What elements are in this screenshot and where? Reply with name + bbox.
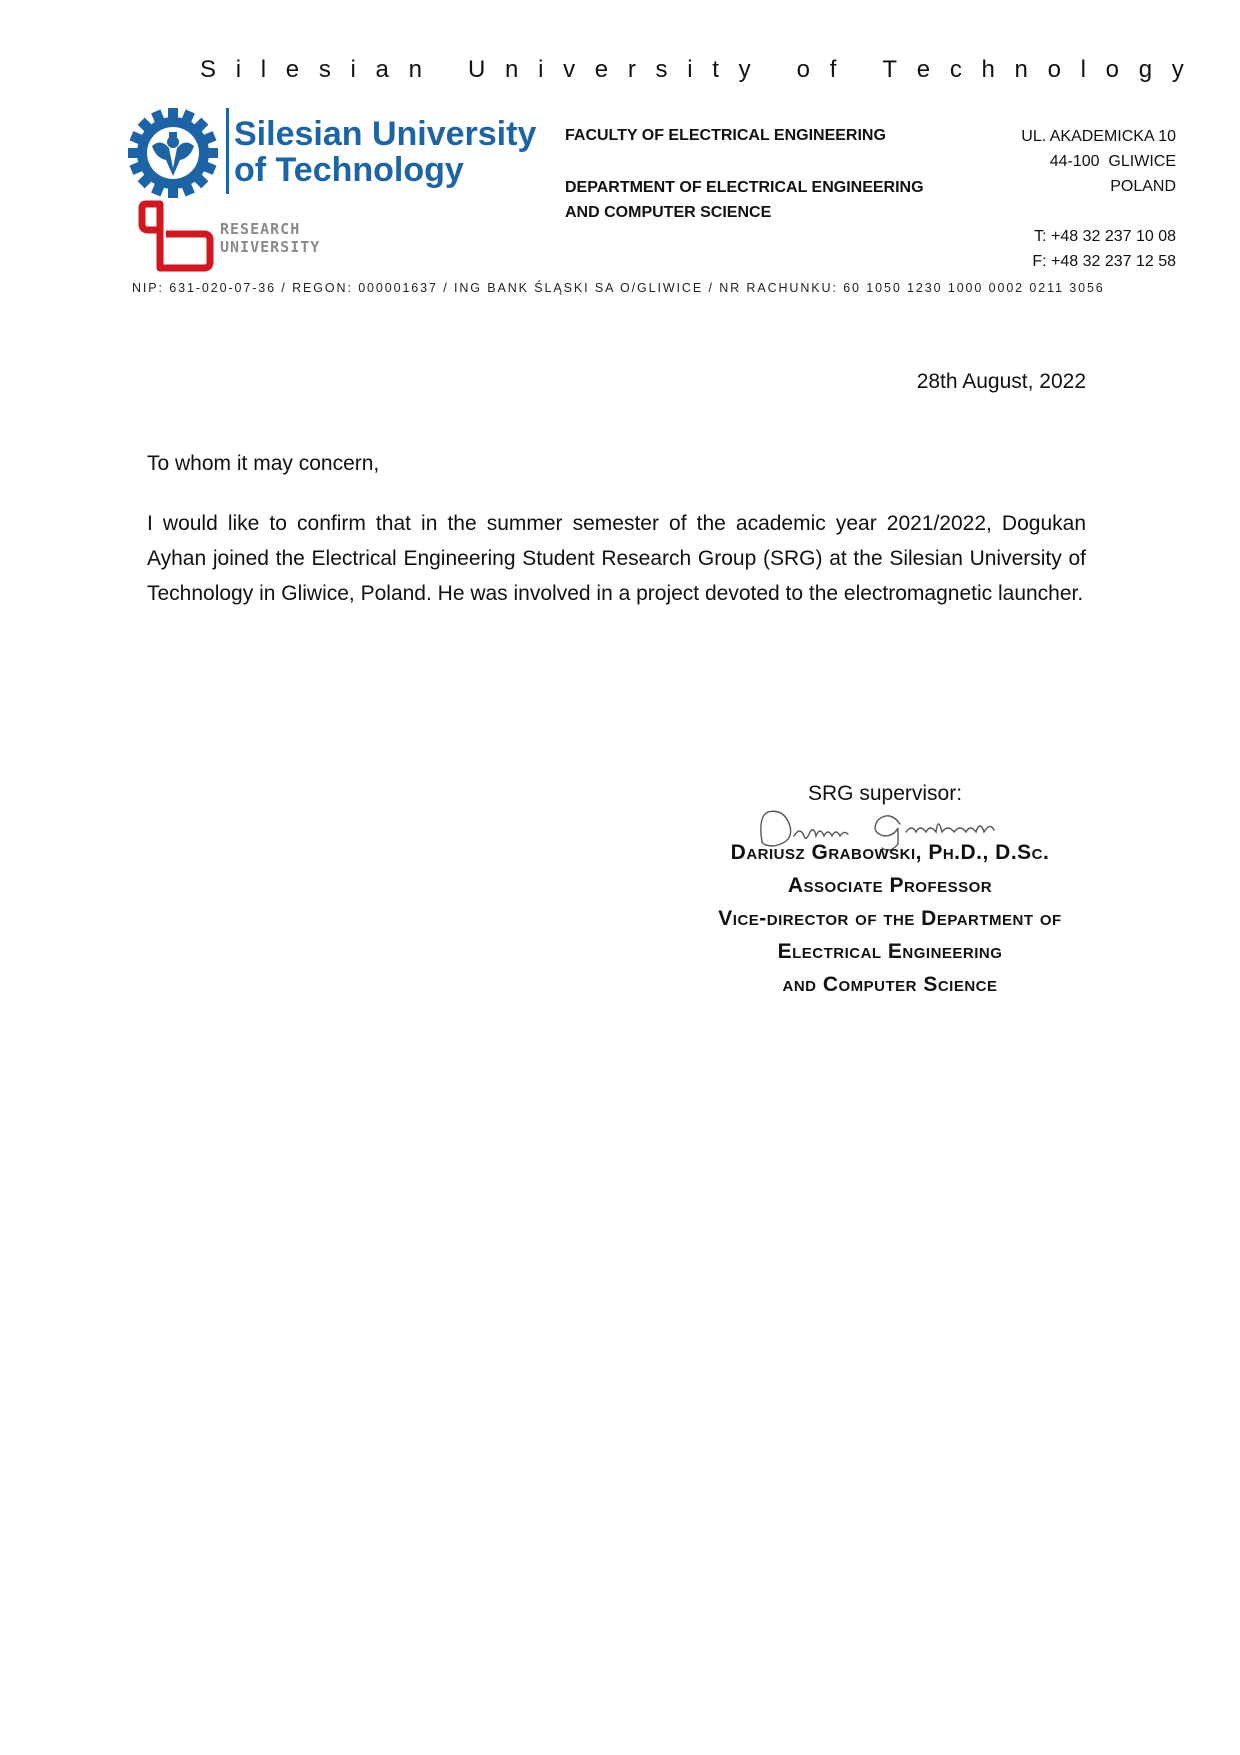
research-university-label (220, 220, 320, 256)
signatory-role-line-3: and Computer Science (782, 973, 998, 996)
title-letter: c (949, 56, 962, 83)
title-letter: i (350, 56, 356, 83)
research-university-mark-icon (138, 200, 216, 272)
title-letter: S (200, 56, 217, 83)
title-letter: h (981, 56, 995, 83)
university-emblem-icon (128, 108, 218, 198)
title-letter: o (1047, 56, 1061, 83)
title-letter: e (594, 56, 609, 83)
phone-number: T: +48 32 237 10 08 (1034, 228, 1176, 245)
title-letter: o (1105, 56, 1120, 83)
letter-date: 28th August, 2022 (916, 370, 1086, 393)
signature-label: SRG supervisor: (808, 782, 963, 805)
university-logo-text (234, 116, 536, 188)
address-line-2: 44-100 GLIWICE (1049, 153, 1176, 170)
title-letter: s (318, 56, 331, 83)
title-letter: e (916, 56, 931, 83)
title-letter: r (627, 56, 636, 83)
signatory-details (690, 836, 1090, 1001)
department-name (565, 175, 924, 225)
title-letter: n (408, 56, 422, 83)
research-line-1: RESEARCH (220, 220, 301, 238)
title-letter: t (712, 56, 719, 83)
title-letter: i (687, 56, 693, 83)
university-title-spaced (200, 52, 1184, 88)
logo-line-1: Silesian University (234, 115, 537, 153)
title-letter: y (738, 56, 751, 83)
title-letter: y (1171, 56, 1184, 83)
address-line-1: UL. AKADEMICKA 10 (1021, 128, 1176, 145)
title-letter: i (538, 56, 544, 83)
logo-line-2: of Technology (234, 151, 464, 189)
title-letter: a (375, 56, 389, 83)
title-letter (856, 56, 863, 84)
research-line-2: UNIVERSITY (220, 238, 321, 256)
department-line-1: DEPARTMENT OF ELECTRICAL ENGINEERING (565, 179, 924, 196)
signatory-name: Dariusz Grabowski, Ph.D., D.Sc. (730, 841, 1050, 864)
logo-divider (226, 108, 229, 194)
signatory-role-line-1: Vice-director of the Department of (718, 907, 1062, 930)
title-letter: g (1138, 56, 1153, 83)
department-line-2: AND COMPUTER SCIENCE (565, 204, 772, 221)
title-letter: s (655, 56, 668, 83)
title-letter: l (1080, 56, 1086, 83)
title-letter: i (235, 56, 242, 83)
title-letter: n (505, 56, 519, 83)
title-letter: f (829, 56, 837, 83)
title-letter: n (1014, 56, 1028, 83)
fax-number: F: +48 32 237 12 58 (1032, 253, 1176, 270)
signatory-role-line-2: Electrical Engineering (777, 940, 1003, 963)
tax-bank-details: NIP: 631-020-07-36 / REGON: 000001637 / ING BANK ŚLĄSKI SA O/GLIWICE / NR RACHUNKU: 60 1050 1230 1000 0002 0211 3056 (132, 281, 1105, 295)
title-letter: T (882, 56, 898, 83)
title-letter (770, 56, 777, 84)
signatory-title: Associate Professor (787, 874, 993, 897)
letter-body: I would like to confirm that in the summer semester of the academic year 2021/2022, Dogukan Ayhan joined the Electrical Engineering Student Research Group (SRG) at the Silesian University of Technology in Gliwice, Poland. He was involved in a project devoted to the electromagnetic launcher. (147, 512, 1086, 605)
title-letter: e (285, 56, 300, 83)
title-letter: o (796, 56, 810, 83)
address-line-3: POLAND (1110, 178, 1176, 195)
title-letter: U (467, 56, 486, 83)
title-letter: v (563, 56, 576, 83)
title-letter: l (260, 56, 267, 83)
postal-address (1021, 124, 1176, 199)
title-letter (442, 56, 449, 84)
faculty-name: FACULTY OF ELECTRICAL ENGINEERING (565, 127, 886, 144)
letter-greeting: To whom it may concern, (147, 452, 380, 475)
contact-numbers (1032, 224, 1176, 274)
